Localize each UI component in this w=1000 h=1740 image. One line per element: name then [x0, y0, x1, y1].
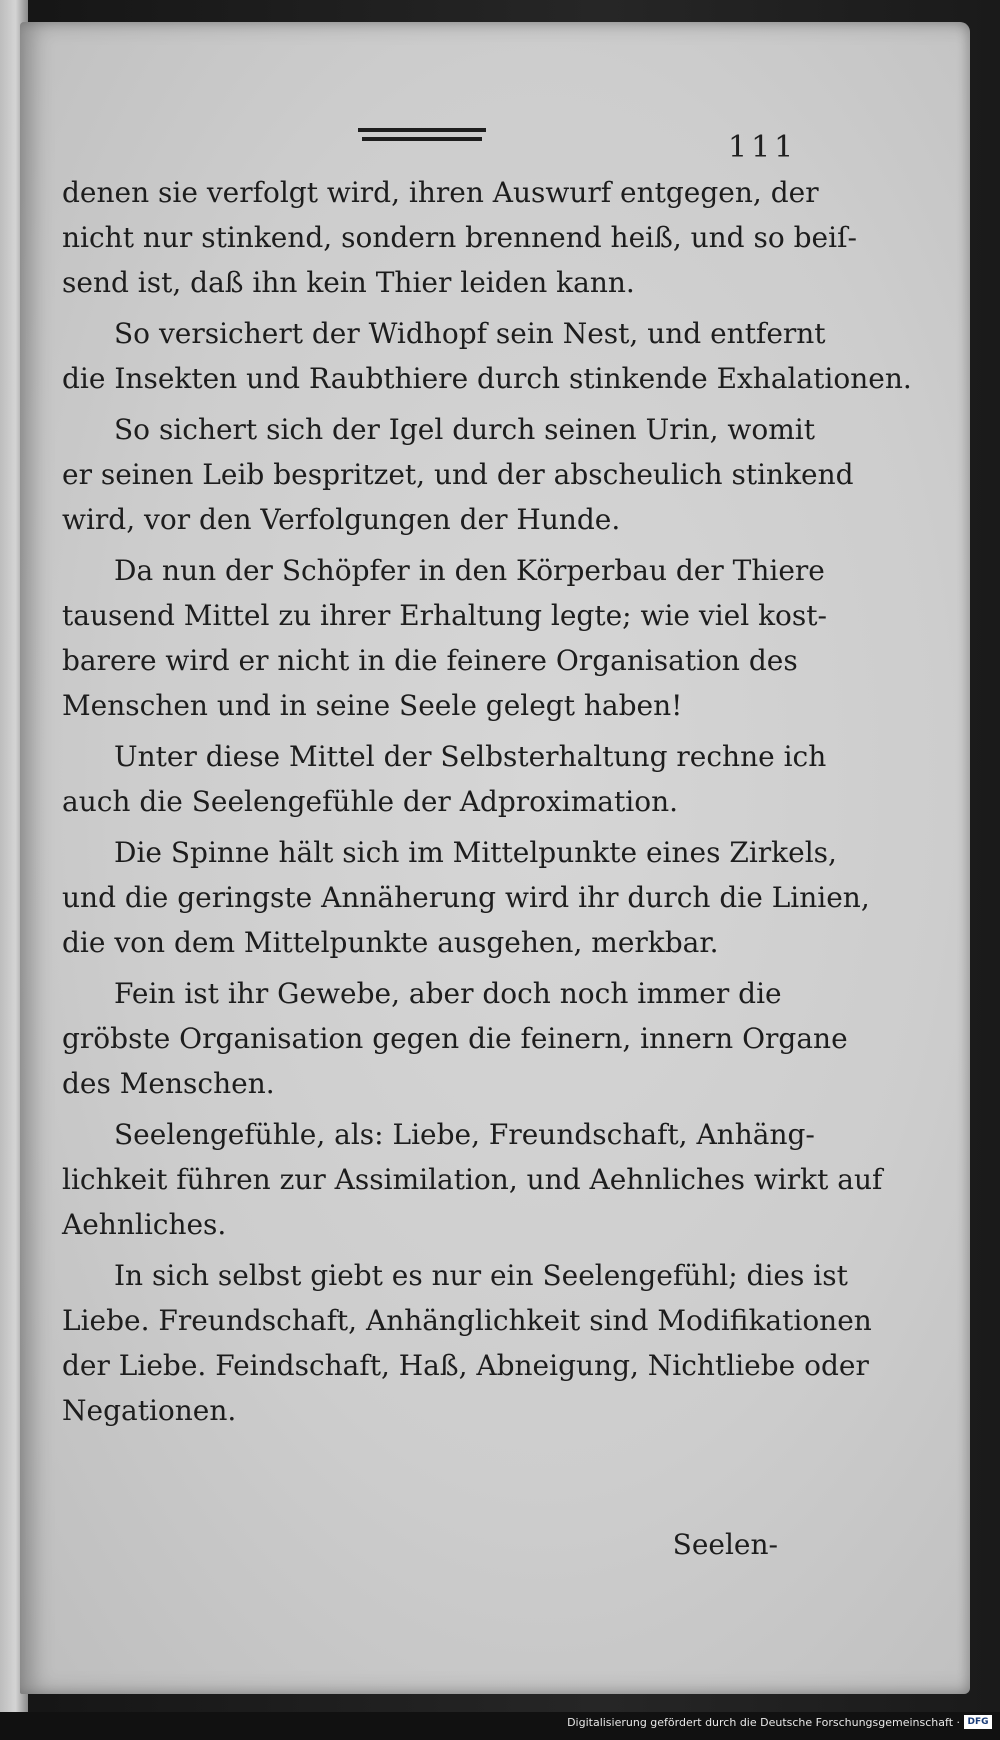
paragraph: [62, 407, 854, 542]
catchword: Seelen-: [672, 1528, 778, 1561]
text-line: Menschen und in seine Seele gelegt haben!: [62, 689, 683, 722]
text-line: Da nun der Schöpfer in den Körperbau der Thiere: [114, 554, 825, 587]
paragraph: [62, 830, 870, 965]
text-line: Unter diese Mittel der Selbsterhaltung rechne ich: [114, 740, 827, 773]
paragraph: [62, 170, 857, 305]
paragraph: [62, 971, 848, 1106]
text-line: tausend Mittel zu ihrer Erhaltung legte; wie viel kost-: [62, 599, 827, 632]
text-line: der Liebe. Feindschaft, Haß, Abneigung, Nichtliebe oder: [62, 1349, 869, 1382]
body-text: [62, 170, 912, 1439]
text-line: Liebe. Freundschaft, Anhänglichkeit sind Modifikationen: [62, 1304, 872, 1337]
text-line: So versichert der Widhopf sein Nest, und entfernt: [114, 317, 826, 350]
text-line: Fein ist ihr Gewebe, aber doch noch immer die: [114, 977, 782, 1010]
text-line: send ist, daß ihn kein Thier leiden kann.: [62, 266, 635, 299]
text-line: die von dem Mittelpunkte ausgehen, merkbar.: [62, 926, 719, 959]
text-line: des Menschen.: [62, 1067, 275, 1100]
paragraph: [62, 311, 912, 401]
header-rule: [358, 128, 486, 142]
text-line: gröbste Organisation gegen die feinern, innern Organe: [62, 1022, 848, 1055]
text-line: die Insekten und Raubthiere durch stinkende Exhalationen.: [62, 362, 912, 395]
text-line: Negationen.: [62, 1394, 237, 1427]
text-line: wird, vor den Verfolgungen der Hunde.: [62, 503, 621, 536]
text-line: Seelengefühle, als: Liebe, Freundschaft, Anhäng-: [114, 1118, 815, 1151]
text-line: lichkeit führen zur Assimilation, und Aehnliches wirkt auf: [62, 1163, 883, 1196]
text-line: denen sie verfolgt wird, ihren Auswurf entgegen, der: [62, 176, 819, 209]
text-line: barere wird er nicht in die feinere Organisation des: [62, 644, 798, 677]
header-rule-line: [358, 128, 486, 132]
page-number: 111: [728, 130, 798, 165]
paragraph: [62, 1253, 872, 1433]
text-line: Aehnliches.: [62, 1208, 227, 1241]
paragraph: [62, 548, 827, 728]
paragraph: [62, 734, 827, 824]
funding-credit: Digitalisierung gefördert durch die Deutsche Forschungsgemeinschaft ·: [567, 1716, 960, 1729]
header-rule-line: [362, 137, 482, 141]
text-line: er seinen Leib bespritzet, und der abscheulich stinkend: [62, 458, 854, 491]
text-line: So sichert sich der Igel durch seinen Urin, womit: [114, 413, 815, 446]
text-line: Die Spinne hält sich im Mittelpunkte eines Zirkels,: [114, 836, 837, 869]
text-line: auch die Seelengefühle der Adproximation.: [62, 785, 678, 818]
text-line: nicht nur stinkend, sondern brennend heiß, und so beiſ-: [62, 221, 857, 254]
dfg-logo-icon: DFG: [964, 1715, 992, 1729]
text-line: und die geringste Annäherung wird ihr durch die Linien,: [62, 881, 870, 914]
text-line: In sich selbst giebt es nur ein Seelengefühl; dies ist: [114, 1259, 848, 1292]
paragraph: [62, 1112, 883, 1247]
